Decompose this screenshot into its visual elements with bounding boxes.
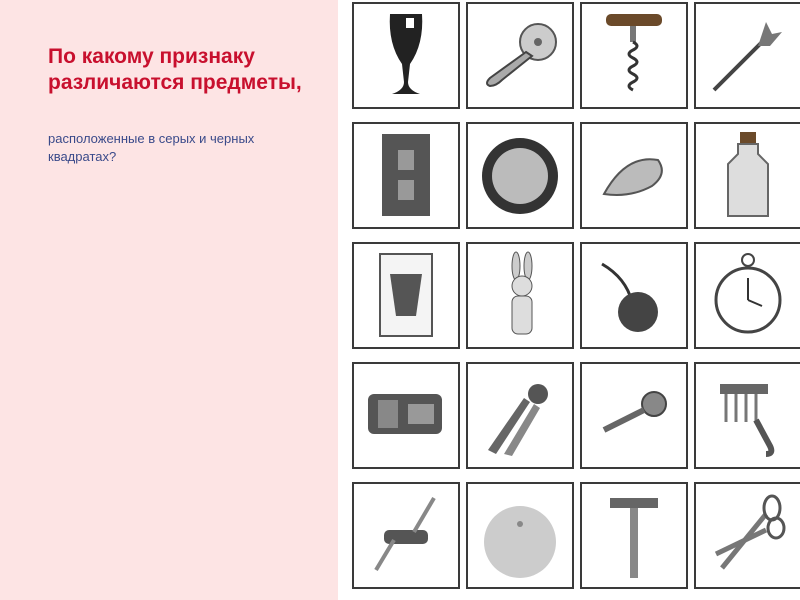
- grid-cell-10: [466, 242, 574, 349]
- grid-cell-6: [466, 122, 574, 229]
- grid-cell-14: [466, 362, 574, 469]
- hair-pick-comb-icon: [696, 364, 800, 467]
- corkscrew-icon: [582, 4, 686, 107]
- slide-title: По какому признаку различаются предметы,: [48, 45, 302, 94]
- grid-cell-15: [580, 362, 688, 469]
- grid-cell-4: [694, 2, 800, 109]
- pocket-knife-icon: [354, 484, 458, 587]
- grid-cell-8: [694, 122, 800, 229]
- key-icon: [582, 364, 686, 467]
- grapefruit-icon: [468, 484, 572, 587]
- grid-cell-16: [694, 362, 800, 469]
- grid-cell-2: [466, 2, 574, 109]
- cherry-icon: [582, 244, 686, 347]
- pocket-watch-icon: [696, 244, 800, 347]
- grid-cell-3: [580, 2, 688, 109]
- grid-cell-5: [352, 122, 460, 229]
- wine-glass-icon: [354, 4, 458, 107]
- slide-subtitle: расположенные в серых и черных квадратах?: [48, 131, 255, 164]
- grid-cell-7: [580, 122, 688, 229]
- pizza-cutter-icon: [468, 4, 572, 107]
- lock-cylinder-icon: [354, 364, 458, 467]
- grid-cell-13: [352, 362, 460, 469]
- text-panel: [0, 0, 338, 600]
- wooden-block-icon: [354, 124, 458, 227]
- can-opener-icon: [468, 364, 572, 467]
- glass-bottle-icon: [696, 124, 800, 227]
- grid-cell-18: [466, 482, 574, 589]
- seashell-icon: [582, 124, 686, 227]
- playing-card-jack-icon: [354, 244, 458, 347]
- grid-cell-17: [352, 482, 460, 589]
- plate-icon: [468, 124, 572, 227]
- razor-icon: [582, 484, 686, 587]
- image-grid: [338, 0, 800, 600]
- dart-icon: [696, 4, 800, 107]
- grid-cell-19: [580, 482, 688, 589]
- bunny-figurine-icon: [468, 244, 572, 347]
- grid-cell-11: [580, 242, 688, 349]
- grid-cell-12: [694, 242, 800, 349]
- grid-cell-9: [352, 242, 460, 349]
- grid-cell-20: [694, 482, 800, 589]
- grid-cell-1: [352, 2, 460, 109]
- scissors-icon: [696, 484, 800, 587]
